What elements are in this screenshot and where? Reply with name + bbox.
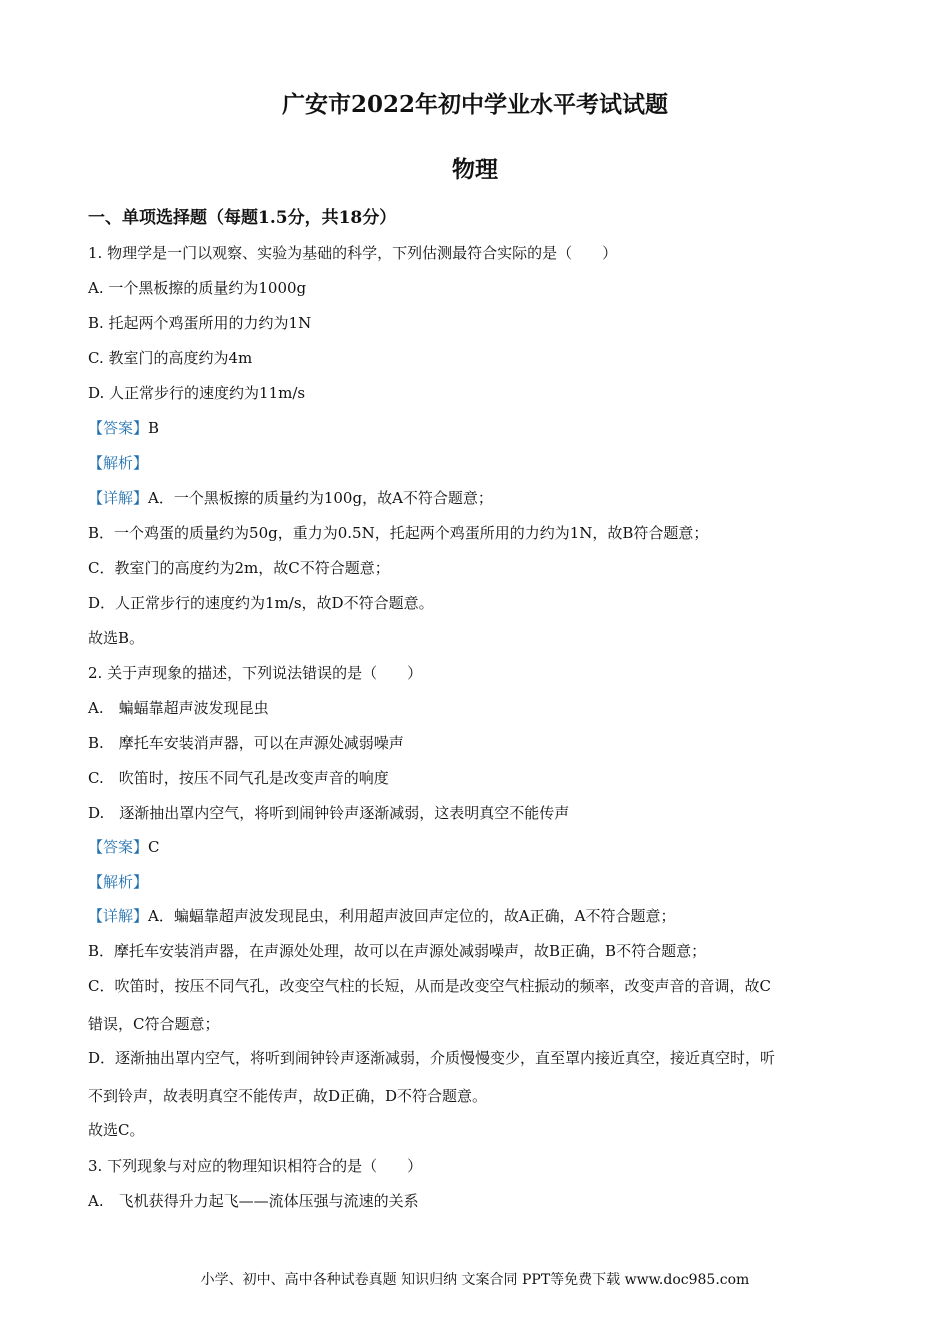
line-text: 故选B。 — [88, 629, 145, 647]
text-line — [88, 278, 306, 298]
text-line — [88, 453, 148, 473]
text-line — [88, 348, 252, 368]
line-text: C. 教室门的高度约为4m — [88, 349, 253, 367]
line-text: C — [148, 838, 160, 856]
text-line — [88, 837, 160, 857]
subject-title: 物理 — [452, 156, 498, 183]
line-text: B．一个鸡蛋的质量约为50g，重力为0.5N，托起两个鸡蛋所用的力约为1N，故B符合题意； — [88, 524, 709, 542]
text-line — [88, 628, 144, 648]
text-line — [88, 906, 676, 926]
line-text: B. 摩托车安装消声器，可以在声源处减弱噪声 — [88, 734, 404, 752]
line-text: C. 吹笛时，按压不同气孔是改变声音的响度 — [88, 769, 389, 787]
text-line — [88, 523, 708, 543]
answer-tag: 【解析】 — [88, 454, 149, 472]
text-line — [88, 418, 159, 438]
section-heading: 一、单项选择题（每题1.5分，共18分） — [88, 208, 397, 228]
text-line — [88, 872, 148, 892]
text-line — [88, 941, 706, 961]
line-text: D．逐渐抽出罩内空气，将听到闹钟铃声逐渐减弱，介质慢慢变少，直至罩内接近真空，接近真空时，听 — [88, 1049, 776, 1067]
answer-tag: 【详解】 — [88, 907, 149, 925]
line-text: B. 托起两个鸡蛋所用的力约为1N — [88, 314, 312, 332]
line-text: A. 蝙蝠靠超声波发现昆虫 — [88, 699, 269, 717]
line-text: D．人正常步行的速度约为1m/s，故D不符合题意。 — [88, 594, 434, 612]
answer-tag: 【答案】 — [88, 419, 149, 437]
answer-tag: 【详解】 — [88, 489, 149, 507]
text-line — [88, 1156, 422, 1176]
line-text: B．摩托车安装消声器，在声源处处理，故可以在声源处减弱噪声，故B正确，B不符合题意； — [88, 942, 707, 960]
line-text: D. 人正常步行的速度约为11m/s — [88, 384, 306, 402]
line-text: 2. 关于声现象的描述，下列说法错误的是（ ） — [88, 664, 423, 682]
text-line — [88, 593, 434, 613]
text-line — [88, 1191, 419, 1211]
line-text: 错误，C符合题意； — [88, 1015, 220, 1033]
line-text: C．教室门的高度约为2m，故C不符合题意； — [88, 559, 390, 577]
text-line — [88, 1120, 144, 1140]
line-text: D. 逐渐抽出罩内空气，将听到闹钟铃声逐渐减弱，这表明真空不能传声 — [88, 804, 570, 822]
line-text: A. 飞机获得升力起飞——流体压强与流速的关系 — [88, 1192, 419, 1210]
line-text: 故选C。 — [88, 1121, 145, 1139]
text-line — [88, 698, 269, 718]
text-line — [88, 383, 305, 403]
line-text: C．吹笛时，按压不同气孔，改变空气柱的长短，从而是改变空气柱振动的频率，改变声音的音调，故C — [88, 977, 771, 995]
line-text: A. 一个黑板擦的质量约为1000g — [88, 279, 307, 297]
text-line — [88, 1086, 487, 1106]
line-text: 3. 下列现象与对应的物理知识相符合的是（ ） — [88, 1157, 423, 1175]
page-footer: 小学、初中、高中各种试卷真题 知识归纳 文案合同 PPT等免费下载 www.doc985.com — [200, 1272, 750, 1288]
text-line — [88, 803, 569, 823]
text-line — [88, 313, 311, 333]
text-line — [88, 1048, 775, 1068]
text-line — [88, 243, 617, 263]
line-text: B — [148, 419, 160, 437]
document-title: 广安市2022年初中学业水平考试试题 — [281, 91, 668, 118]
line-text: A．蝙蝠靠超声波发现昆虫，利用超声波回声定位的，故A正确，A不符合题意； — [148, 907, 676, 925]
answer-tag: 【解析】 — [88, 873, 149, 891]
text-line — [88, 558, 390, 578]
text-line — [88, 733, 404, 753]
text-line — [88, 1014, 219, 1034]
text-line — [88, 976, 771, 996]
answer-tag: 【答案】 — [88, 838, 149, 856]
line-text: A．一个黑板擦的质量约为100g，故A不符合题意； — [148, 489, 493, 507]
text-line — [88, 663, 422, 683]
text-line — [88, 488, 493, 508]
text-line — [88, 768, 389, 788]
line-text: 1. 物理学是一门以观察、实验为基础的科学，下列估测最符合实际的是（ ） — [88, 244, 618, 262]
line-text: 不到铃声，故表明真空不能传声，故D正确，D不符合题意。 — [88, 1087, 488, 1105]
